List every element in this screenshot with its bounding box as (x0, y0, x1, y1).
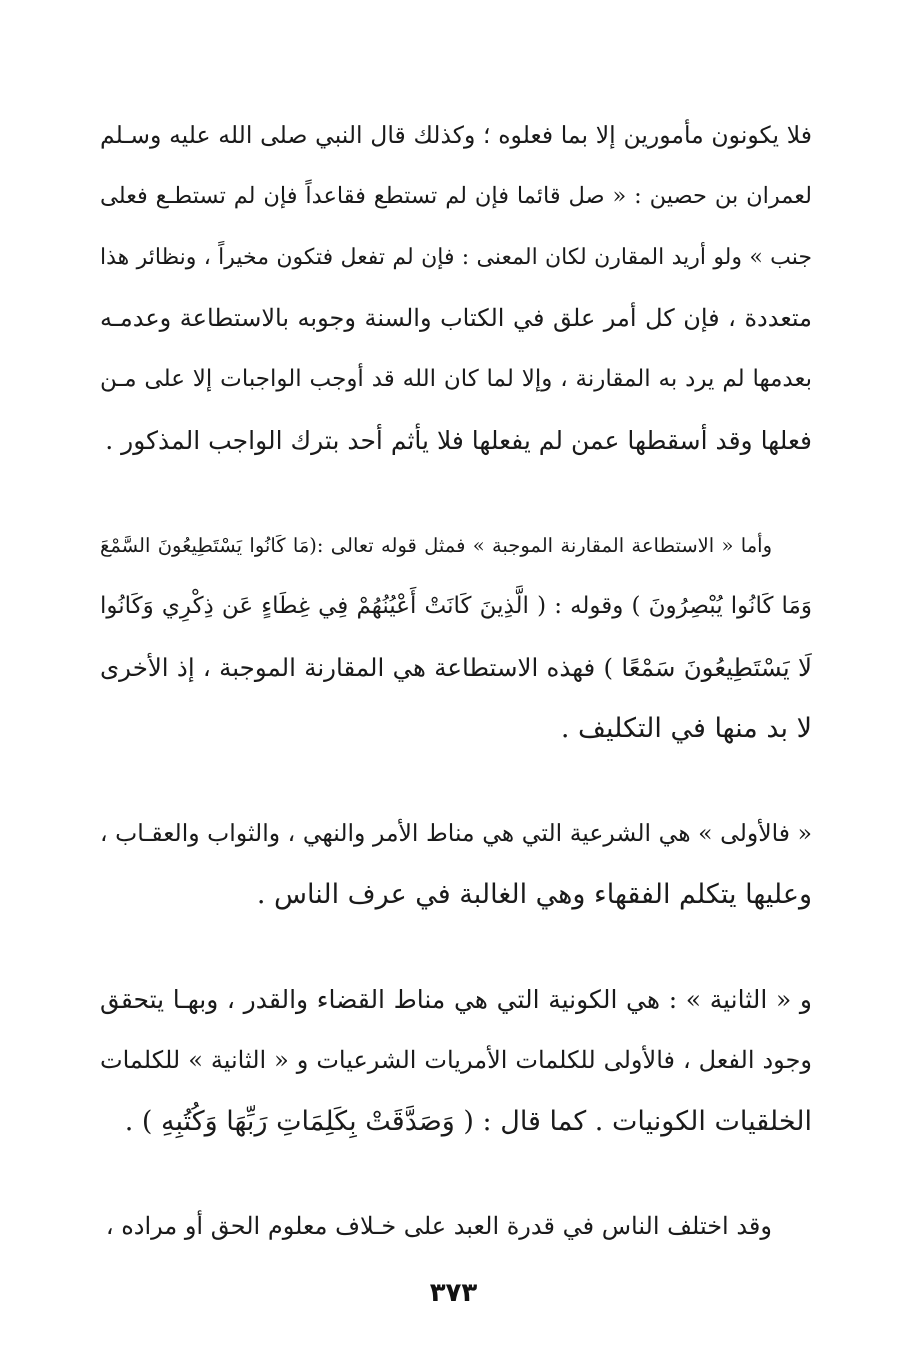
text-line: « فالأولى » هي الشرعية التي هي مناط الأمر والنهي ، والثواب والعقـاب ، (100, 819, 812, 847)
text-line: وجود الفعل ، فالأولى للكلمات الأمريات الشرعيات و « الثانية » للكلمات (100, 1046, 812, 1074)
paragraph-4 (100, 969, 812, 1152)
text-line: لا بد منها في التكليف . (560, 713, 812, 744)
text-line: لعمران بن حصين : « صل قائما فإن لم تستطع فقاعداً فإن لم تستطـع فعلى (100, 183, 812, 209)
text-line: فعلها وقد أسقطها عمن لم يفعلها فلا يأثم أحد بترك الواجب المذكور . (105, 426, 812, 455)
text-line: بعدمها لم يرد به المقارنة ، وإلا لما كان الله قد أوجب الواجبات إلا على مـن (100, 366, 812, 392)
text-line: وَمَا كَانُوا يُبْصِرُونَ ) وقوله : ( الَّذِينَ كَانَتْ أَعْيُنُهُمْ فِي غِطَاءٍ عَن ذِكْرِي وَكَانُوا (100, 593, 812, 619)
text-line: الخلقيات الكونيات . كما قال : ( وَصَدَّقَتْ بِكَلِمَاتِ رَبِّهَا وَكُتُبِهِ ) . (124, 1106, 812, 1137)
paragraph-5 (100, 1196, 812, 1257)
text-line: فلا يكونون مأمورين إلا بما فعلوه ؛ وكذلك قال النبي صلى الله عليه وسـلم (100, 121, 812, 149)
paragraph-2 (100, 515, 812, 759)
page-number: ٣٧٣ (429, 1278, 478, 1308)
text-line: وعليها يتكلم الفقهاء وهي الغالبة في عرف الناس . (256, 879, 812, 910)
text-line: و « الثانية » : هي الكونية التي هي مناط القضاء والقدر ، وبهـا يتحقق (100, 985, 812, 1014)
paragraph-1 (100, 105, 812, 471)
text-line: وقد اختلف الناس في قدرة العبد على خـلاف معلوم الحق أو مراده ، (105, 1212, 772, 1240)
document-page (100, 105, 812, 1257)
paragraph-3 (100, 803, 812, 925)
text-line: جنب » ولو أريد المقارن لكان المعنى : فإن لم تفعل فتكون مخيراً ، ونظائر هذا (100, 245, 812, 270)
text-line: متعددة ، فإن كل أمر علق في الكتاب والسنة وجوبه بالاستطاعة وعدمـه (100, 304, 812, 332)
text-line: لَا يَسْتَطِيعُونَ سَمْعًا ) فهذه الاستطاعة هي المقارنة الموجبة ، إذ الأخرى (100, 653, 812, 682)
text-line: وأما « الاستطاعة المقارنة الموجبة » فمثل قوله تعالى :(مَا كَانُوا يَسْتَطِيعُونَ السَّمْعَ (100, 534, 772, 557)
